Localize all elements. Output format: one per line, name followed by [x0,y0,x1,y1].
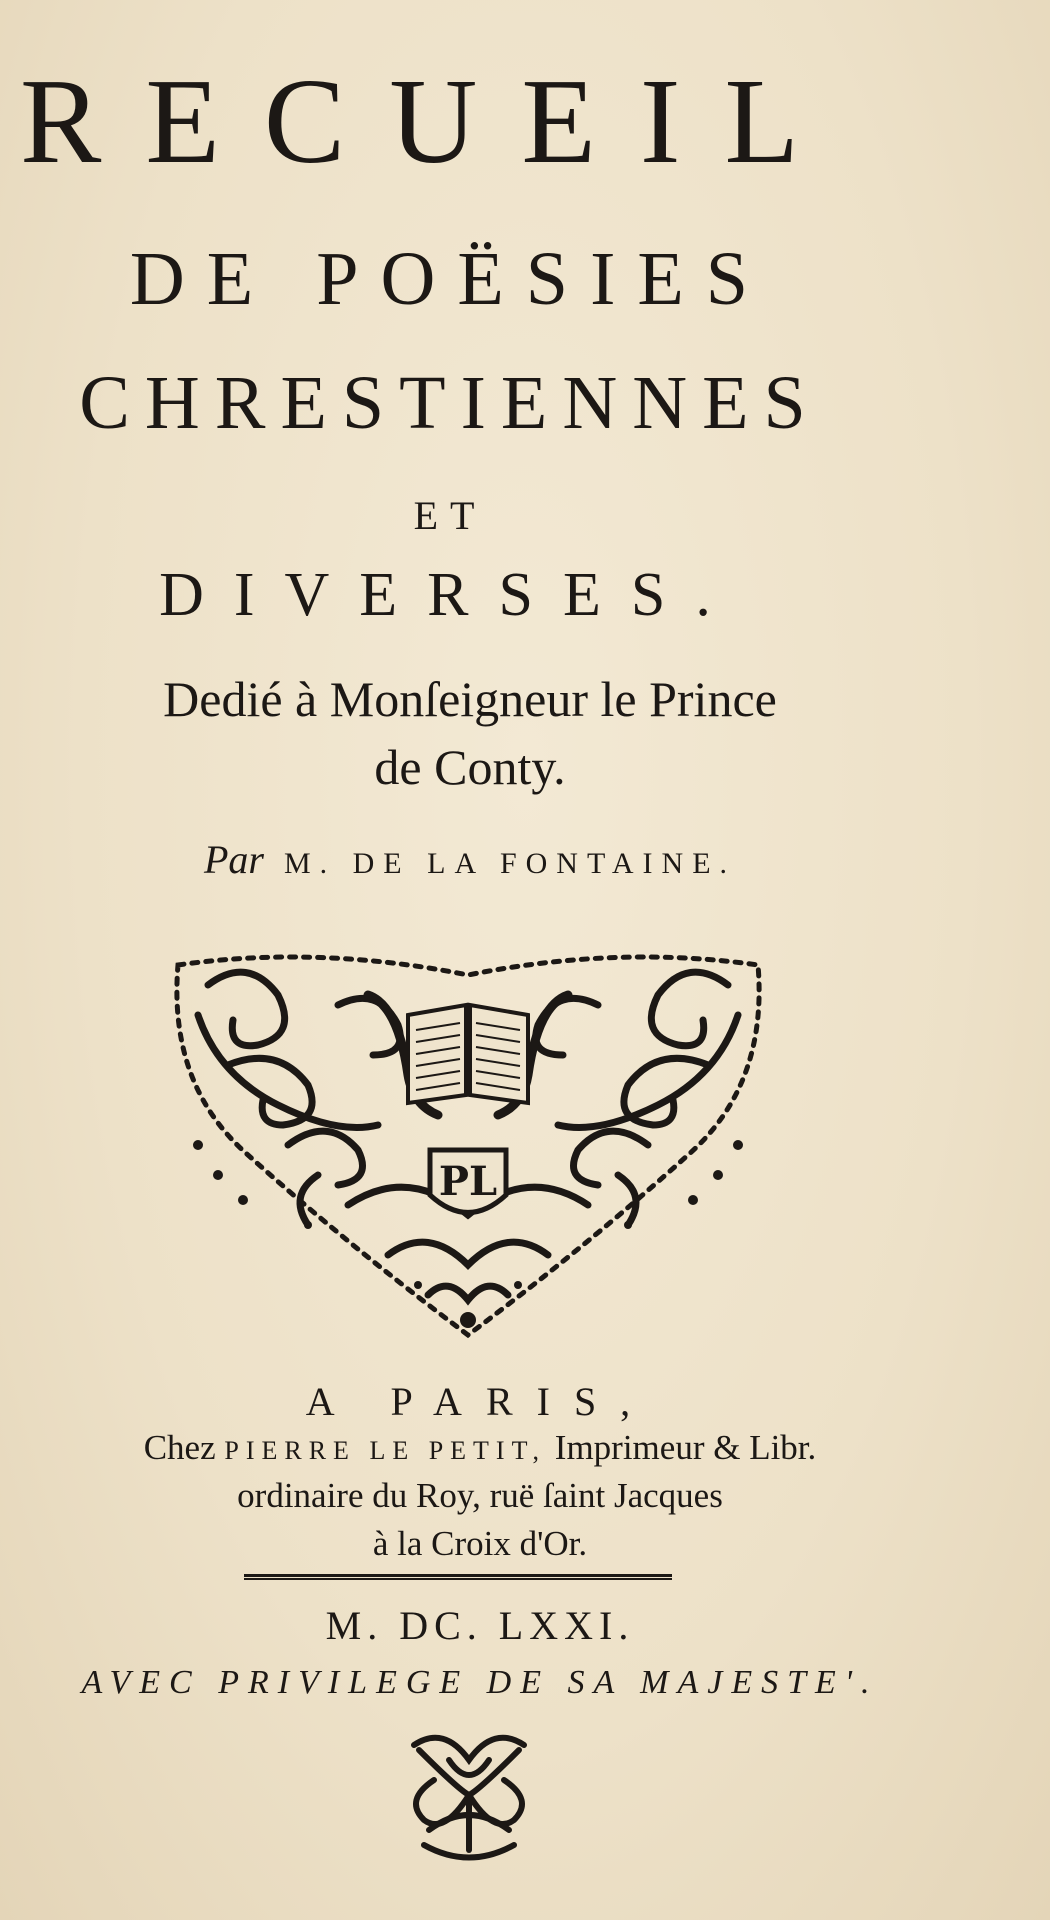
title-de-poesies: DE POËSIES [129,237,771,321]
dedication-line-2: de Conty. [374,739,566,795]
dedication-line-1: Dedié à Monſeigneur le Prince [163,671,777,727]
author-line [0,836,940,883]
imprint-printer-line-2: ordinaire du Roy, ruë ſaint Jacques [237,1476,723,1515]
imprint-printer-title: Imprimeur & Libr. [554,1428,817,1467]
title-chrestiennes: CHRESTIENNES [79,361,821,445]
title-recueil: RECUEIL [20,54,844,189]
title-diverses: DIVERSES. [159,561,741,629]
author-name: M. DE LA FONTAINE. [283,847,737,880]
imprint-printer-line-3: à la Croix d'Or. [372,1524,588,1563]
imprint-printer-name: PIERRE LE PETIT, [224,1436,547,1465]
double-rule-divider [244,1572,672,1582]
ornament-monogram: PL [438,1158,498,1205]
royal-privilege: AVEC PRIVILEGE DE SA MAJESTE'. [81,1664,879,1701]
woodcut-ornament-icon [168,945,768,1345]
imprint-city: A PARIS, [305,1379,655,1424]
title-et: ET [413,493,487,538]
printer-monogram-icon [394,1720,544,1870]
imprint-printer-line-1 [0,1428,960,1468]
author-prefix: Par [203,837,264,882]
publication-date: M. DC. LXXI. [325,1603,635,1648]
imprint-chez: Chez [143,1428,216,1467]
